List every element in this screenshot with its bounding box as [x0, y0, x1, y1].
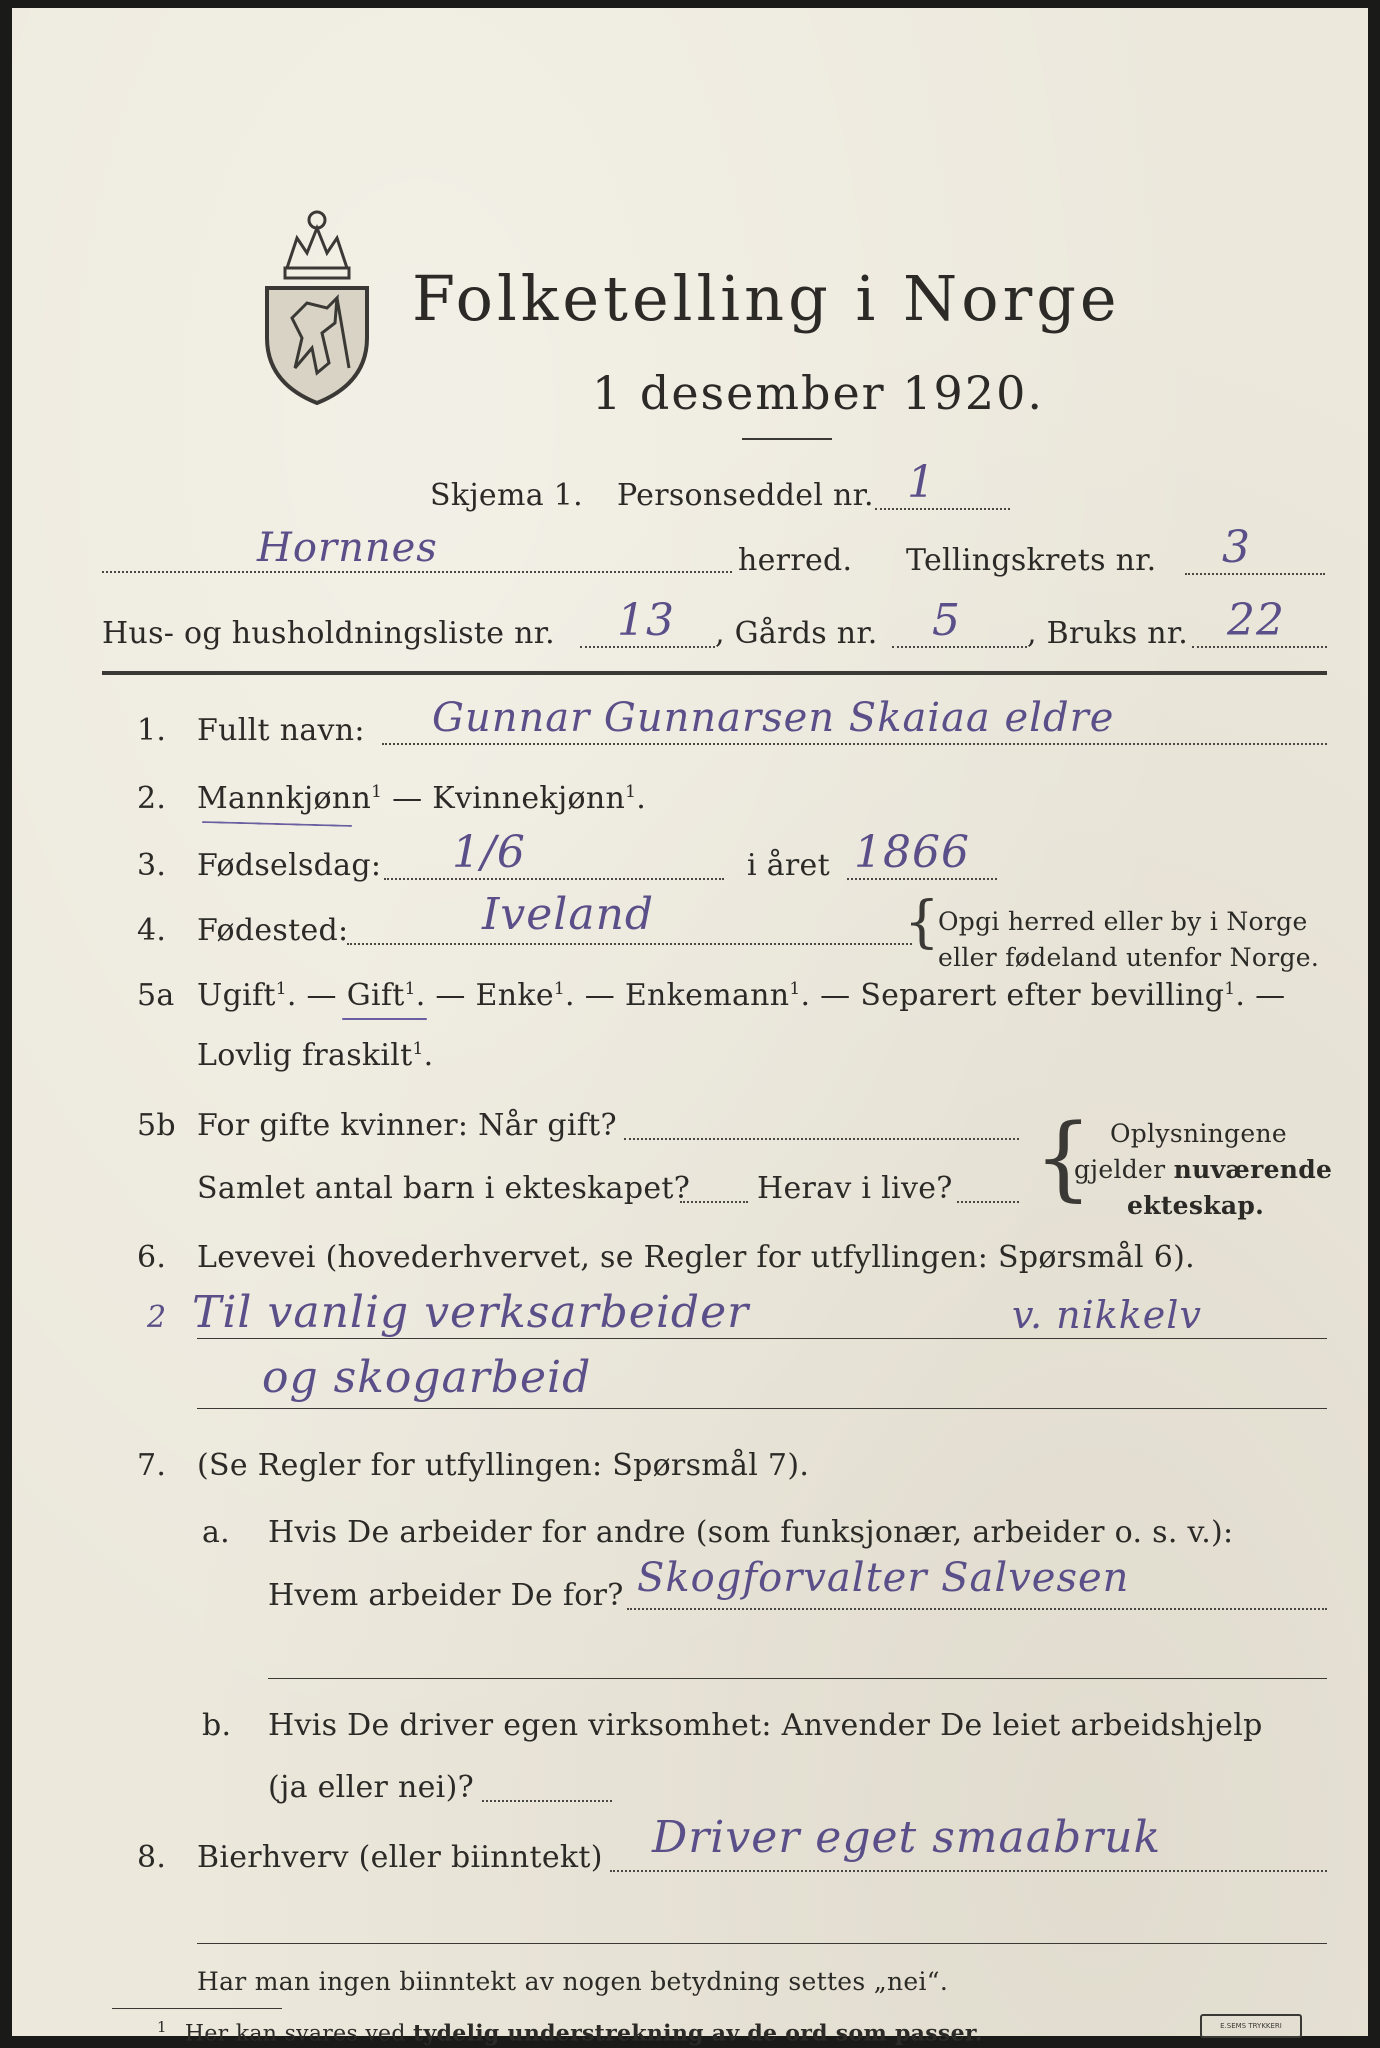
q1-number: 1.	[137, 713, 167, 748]
q5a-lovlig: Lovlig fraskilt$^1$.	[197, 1038, 434, 1073]
personseddel-line	[875, 508, 1010, 510]
footnote-divider	[112, 2008, 282, 2009]
hus-line	[580, 646, 715, 648]
q6-line-2	[197, 1408, 1327, 1409]
q5b-barn-label: Samlet antal barn i ekteskapet?	[197, 1171, 691, 1206]
bruks-value: 22	[1227, 595, 1285, 646]
q1-label: Fullt navn:	[197, 713, 365, 748]
q5b-label: For gifte kvinner: Når gift?	[197, 1108, 617, 1143]
printer-stamp: E.SEMS TRYKKERI	[1200, 2014, 1302, 2038]
form-date: 1 desember 1920.	[592, 366, 1044, 420]
q6-number: 6.	[137, 1240, 167, 1275]
gards-line	[892, 646, 1027, 648]
q7-label: (Se Regler for utfyllingen: Spørsmål 7).	[197, 1448, 810, 1483]
q3-line	[384, 878, 724, 880]
q7a-number: a.	[202, 1515, 231, 1550]
q7a-text: Hvis De arbeider for andre (som funksjonær, arbeider o. s. v.):	[268, 1515, 1234, 1550]
herred-label: herred.	[738, 543, 853, 578]
hus-label: Hus- og husholdningsliste nr.	[102, 616, 555, 651]
tellingskrets-label: Tellingskrets nr.	[906, 543, 1157, 578]
q4-value: Iveland	[482, 889, 655, 940]
q5b-live-line	[957, 1201, 1019, 1203]
q7b-question: (ja eller nei)?	[268, 1770, 474, 1805]
q3-year-label: i året	[747, 848, 830, 883]
q6-margin-mark: 2	[147, 1300, 168, 1335]
gards-value: 5	[932, 595, 961, 646]
q8-line-2	[197, 1943, 1327, 1944]
q3-value: 1/6	[452, 827, 526, 878]
gards-label: , Gårds nr.	[715, 616, 878, 651]
q3-year-value: 1866	[854, 827, 970, 878]
q3-number: 3.	[137, 848, 167, 883]
q8-line	[610, 1870, 1327, 1872]
census-form	[12, 8, 1368, 2047]
q4-number: 4.	[137, 913, 167, 948]
q4-note-2: eller fødeland utenfor Norge.	[938, 943, 1320, 972]
title-divider	[742, 438, 832, 440]
form-note: Har man ingen biinntekt av nogen betydning settes „nei“.	[197, 1967, 949, 1996]
q7b-text: Hvis De driver egen virksomhet: Anvender De leiet arbeidshjelp	[268, 1708, 1263, 1743]
q5b-note-2: gjelder nuværende	[1074, 1155, 1333, 1184]
q2-kvinne: Kvinnekjønn	[432, 781, 626, 816]
q3-year-line	[847, 878, 997, 880]
q5a-gift: Gift	[346, 978, 405, 1013]
q1-value: Gunnar Gunnarsen Skaiaa eldre	[432, 695, 1115, 741]
q5b-note-3: ekteskap.	[1127, 1191, 1265, 1220]
q5b-brace: {	[1034, 1104, 1093, 1211]
q4-label: Fødested:	[197, 913, 349, 948]
q2-sex-options: Mannkjønn$^1$ — Kvinnekjønn$^1$.	[197, 781, 647, 816]
q6-label: Levevei (hovederhvervet, se Regler for utfyllingen: Spørsmål 6).	[197, 1240, 1195, 1275]
q7a-line-2	[268, 1678, 1327, 1679]
q8-number: 8.	[137, 1840, 167, 1875]
q4-line	[347, 943, 912, 945]
q4-note-1: Opgi herred eller by i Norge	[938, 907, 1308, 936]
q7a-value: Skogforvalter Salvesen	[637, 1555, 1130, 1601]
q2-mann-underline	[202, 821, 352, 827]
bruks-line	[1192, 646, 1327, 648]
q7a-line	[627, 1608, 1327, 1610]
q6-value-1b: v. nikkelv	[1012, 1293, 1202, 1337]
bruks-label: , Bruks nr.	[1027, 616, 1189, 651]
q1-line	[382, 743, 1327, 745]
q7a-question: Hvem arbeider De for?	[268, 1578, 624, 1613]
q6-value-1: Til vanlig verksarbeider	[192, 1287, 750, 1338]
footnote: $^1$ Her kan svares ved tydelig understrekning av de ord som passer.	[157, 2018, 983, 2047]
q5a-number: 5a	[137, 978, 175, 1013]
norway-coat-of-arms-icon	[257, 198, 377, 408]
skjema-label: Skjema 1.	[430, 478, 583, 513]
q5b-note-1: Oplysningene	[1110, 1119, 1287, 1148]
q5b-line	[624, 1138, 1019, 1140]
q5b-live-label: Herav i live?	[757, 1171, 953, 1206]
q5a-options: Ugift$^1$. — Gift$^1$. — Enke$^1$. — Enkemann$^1$. — Separert efter bevilling$^1$. —	[197, 978, 1286, 1013]
q4-brace: {	[904, 890, 940, 955]
q5b-barn-line	[680, 1201, 748, 1203]
q7b-number: b.	[202, 1708, 232, 1743]
hus-value: 13	[617, 595, 675, 646]
q2-number: 2.	[137, 781, 167, 816]
tellingskrets-line	[1185, 573, 1325, 575]
q8-label: Bierhverv (eller biinntekt)	[197, 1840, 603, 1875]
q2-mann: Mannkjønn	[197, 781, 372, 816]
herred-value: Hornnes	[257, 525, 438, 571]
tellingskrets-value: 3	[1222, 522, 1251, 573]
q7b-line	[482, 1800, 612, 1802]
q6-value-2: og skogarbeid	[262, 1352, 592, 1403]
q7-number: 7.	[137, 1448, 167, 1483]
personseddel-label: Personseddel nr.	[617, 478, 874, 513]
form-title: Folketelling i Norge	[412, 262, 1121, 335]
q5a-gift-underline	[342, 1018, 427, 1020]
q5b-number: 5b	[137, 1108, 176, 1143]
personseddel-value: 1	[907, 457, 936, 508]
header-divider	[102, 671, 1327, 675]
q3-label: Fødselsdag:	[197, 848, 382, 883]
q8-value: Driver eget smaabruk	[652, 1812, 1162, 1863]
